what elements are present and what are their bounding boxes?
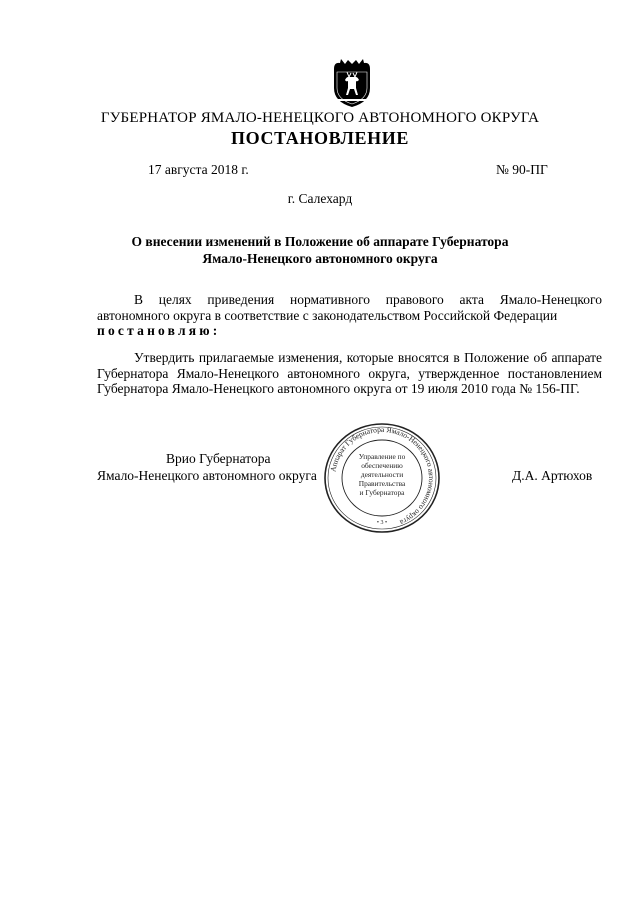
issuer-heading: ГУБЕРНАТОР ЯМАЛО-НЕНЕЦКОГО АВТОНОМНОГО ОКРУГА bbox=[100, 110, 540, 126]
preamble-paragraph bbox=[97, 292, 602, 339]
official-seal-stamp bbox=[322, 422, 442, 534]
seal-center-line-1: Управление по bbox=[358, 452, 406, 461]
resolution-text: Утвердить прилагаемые изменения, которые вносятся в Положение об аппарате Губернатора Ямало-Ненецкого автономного округа, утвержденное постановлением Губернатора Ямало-Ненецкого автономного округа от 19 июля 2010 года № 156-ПГ. bbox=[97, 350, 602, 396]
decree-word: постановляю: bbox=[97, 323, 221, 338]
seal-ring-text: Аппарат Губернатора Ямало-Ненецкого автономного округа bbox=[328, 424, 437, 528]
document-city: г. Салехард bbox=[287, 191, 353, 206]
seal-center-line-4: Правительства bbox=[358, 479, 406, 488]
signatory-position-line-1: Врио Губернатора bbox=[166, 451, 271, 466]
seal-center-line-3: деятельности bbox=[360, 470, 404, 479]
document-number: № 90-ПГ bbox=[496, 162, 548, 177]
resolution-paragraph bbox=[97, 350, 602, 397]
preamble-text: В целях приведения нормативного правового акта Ямало-Ненецкого автономного округа в соответствие с законодательством Российской Федерации bbox=[97, 292, 602, 323]
document-type-heading: ПОСТАНОВЛЕНИЕ bbox=[231, 128, 409, 148]
title-line-2: Ямало-Ненецкого автономного округа bbox=[202, 251, 438, 266]
coat-of-arms-emblem bbox=[331, 58, 373, 108]
signatory-position-line-2: Ямало-Ненецкого автономного округа bbox=[97, 468, 317, 483]
document-title bbox=[0, 233, 640, 267]
seal-center-line-5: и Губернатора bbox=[359, 488, 405, 497]
title-line-1: О внесении изменений в Положение об аппарате Губернатора bbox=[131, 234, 509, 249]
document-date: 17 августа 2018 г. bbox=[148, 162, 249, 177]
seal-bottom-mark: • 3 • bbox=[376, 520, 388, 526]
seal-center-line-2: обеспечению bbox=[361, 461, 403, 470]
signatory-name: Д.А. Артюхов bbox=[512, 468, 593, 483]
